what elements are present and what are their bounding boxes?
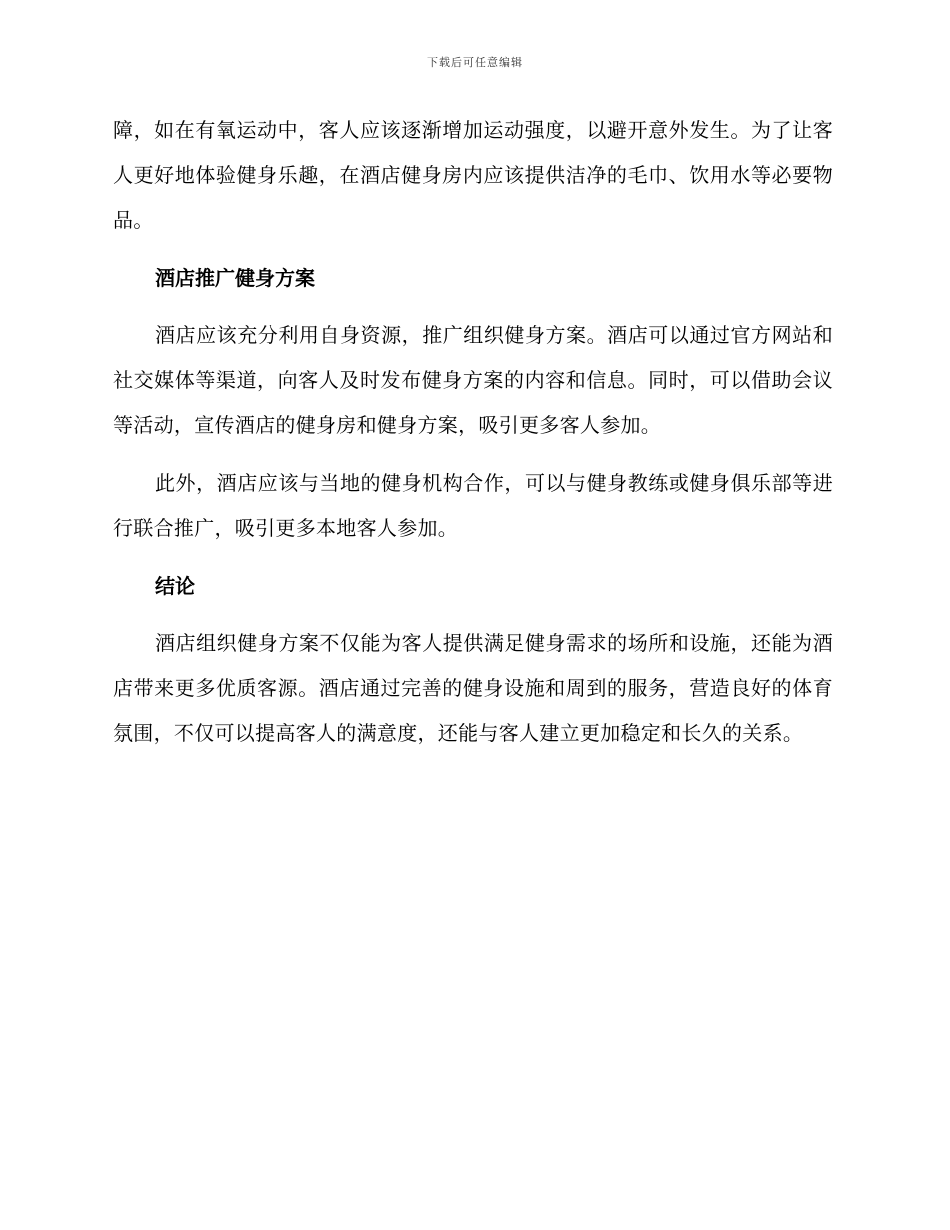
page-header: 下载后可任意编辑: [427, 56, 523, 69]
document-body: [113, 108, 833, 769]
section-heading-promotion: 酒店推广健身方案: [155, 266, 315, 290]
paragraph-continued: 障，如在有氧运动中，客人应该逐渐增加运动强度，以避开意外发生。为了让客人更好地体验健身乐趣，在酒店健身房内应该提供洁净的毛巾、饮用水等必要物品。: [113, 118, 833, 232]
section-heading-conclusion: 结论: [155, 574, 195, 598]
paragraph-conclusion: 酒店组织健身方案不仅能为客人提供满足健身需求的场所和设施，还能为酒店带来更多优质客源。酒店通过完善的健身设施和周到的服务，营造良好的体育氛围，不仅可以提高客人的满意度，还能与客人建立更加稳定和长久的关系。: [113, 631, 833, 745]
paragraph-promotion-1: 酒店应该充分利用自身资源，推广组织健身方案。酒店可以通过官方网站和社交媒体等渠道，向客人及时发布健身方案的内容和信息。同时，可以借助会议等活动，宣传酒店的健身房和健身方案，吸引更多客人参加。: [113, 323, 833, 437]
paragraph-promotion-2: 此外，酒店应该与当地的健身机构合作，可以与健身教练或健身俱乐部等进行联合推广，吸引更多本地客人参加。: [113, 471, 833, 540]
